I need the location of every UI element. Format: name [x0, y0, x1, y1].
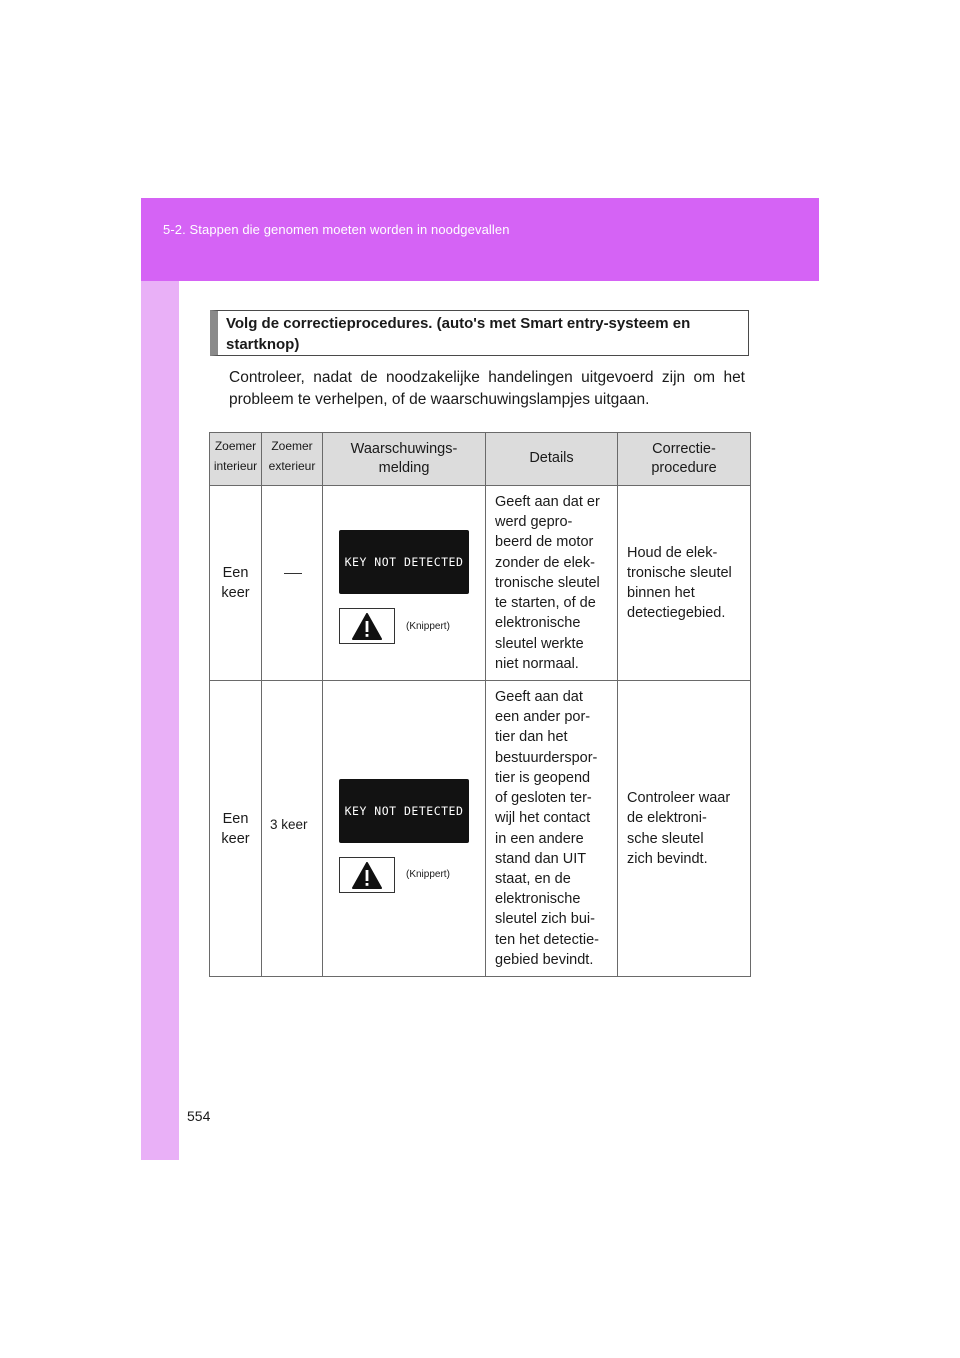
display-screen: KEY NOT DETECTED	[339, 779, 469, 843]
warning-light-icon	[339, 857, 395, 893]
display-screen: KEY NOT DETECTED	[339, 530, 469, 594]
side-margin-bar	[141, 198, 179, 1160]
header-buzzer-interior: Zoemer interieur	[210, 433, 262, 486]
header-details: Details	[486, 433, 618, 486]
chapter-header-title: 5-2. Stappen die genomen moeten worden in noodgevallen	[163, 222, 510, 237]
table-header-row	[210, 433, 751, 486]
chapter-header-band	[141, 198, 819, 281]
table-row	[210, 681, 751, 977]
buzzer-exterior-cell: 3 keer	[262, 681, 323, 977]
warning-light-icon	[339, 608, 395, 644]
warning-message-cell	[323, 486, 486, 681]
blinking-label: (Knippert)	[406, 621, 450, 632]
none-dash	[284, 573, 302, 574]
header-correction: Correctie- procedure	[618, 433, 751, 486]
section-heading-box	[210, 310, 749, 356]
page-number: 554	[187, 1108, 211, 1124]
buzzer-exterior-cell	[262, 486, 323, 681]
header-buzzer-exterior: Zoemer exterieur	[262, 433, 323, 486]
section-heading: Volg de correctieprocedures. (auto's met Smart entry-systeem en startknop)	[226, 315, 691, 353]
warning-table	[209, 432, 751, 977]
buzzer-interior-cell: Een keer	[210, 486, 262, 681]
buzzer-interior-cell: Een keer	[210, 681, 262, 977]
intro-paragraph: Controleer, nadat de noodzakelijke handelingen uitgevoerd zijn om het probleem te verhelpen, of de waarschuwingslampjes uitgaan.	[229, 369, 745, 408]
details-cell: Geeft aan dat er werd gepro- beerd de motor zonder de elek- tronische sleutel te starten, of de elektronische sleutel werkte niet normaal.	[486, 486, 618, 681]
table-row	[210, 486, 751, 681]
correction-cell: Controleer waar de elektroni- sche sleutel zich bevindt.	[618, 681, 751, 977]
blinking-label: (Knippert)	[406, 869, 450, 880]
header-warning-message: Waarschuwings- melding	[323, 433, 486, 486]
details-cell: Geeft aan dat een ander por- tier dan het bestuurderspor- tier is geopend of gesloten ter- wijl het contact in een andere stand dan UIT staat, en de elektronische sleutel zich bui- ten het detectie- gebied bevindt.	[486, 681, 618, 977]
warning-message-cell	[323, 681, 486, 977]
correction-cell: Houd de elek- tronische sleutel binnen het detectiegebied.	[618, 486, 751, 681]
